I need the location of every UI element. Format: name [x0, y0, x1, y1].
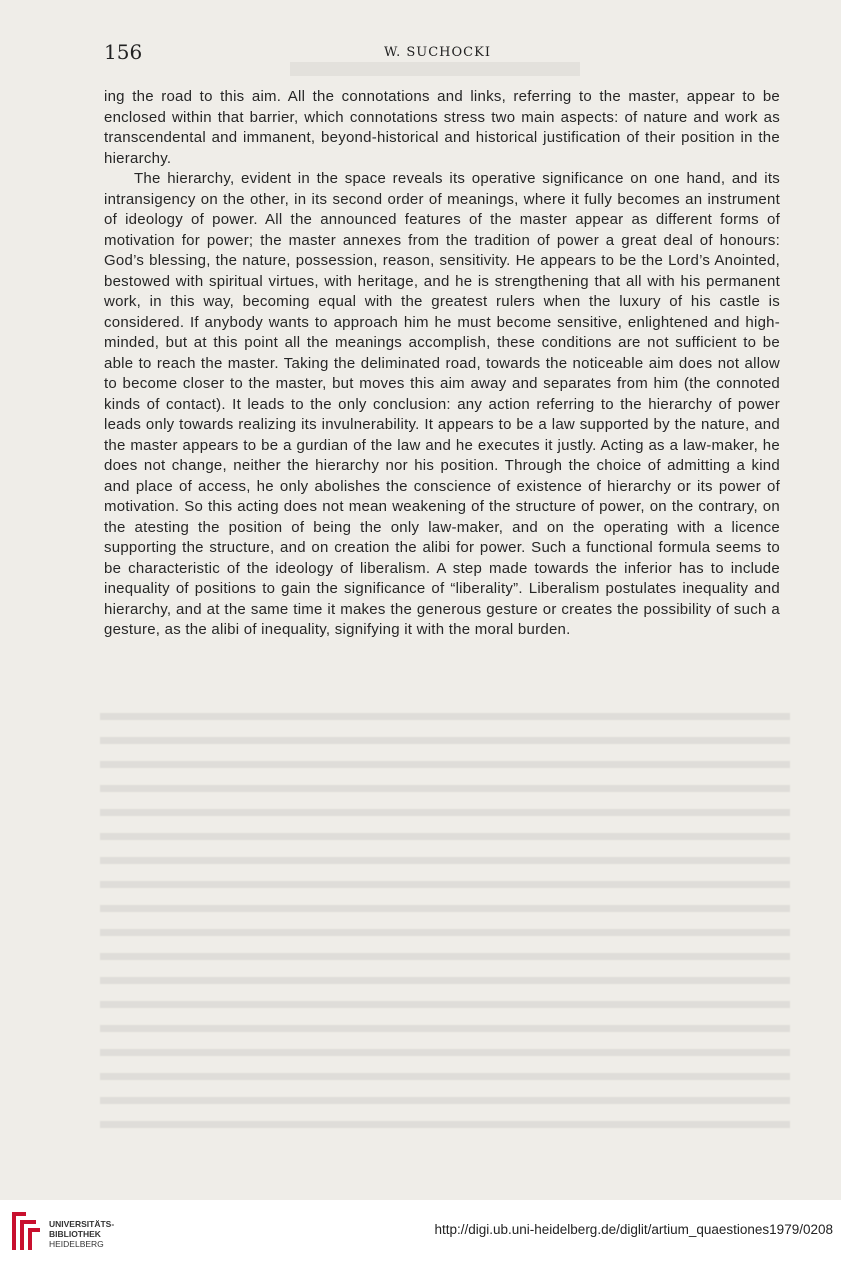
- library-logo-icon: [6, 1210, 42, 1254]
- library-name: [49, 1219, 114, 1249]
- show-through-text: [100, 700, 790, 1130]
- paragraph-1: ing the road to this aim. All the connotations and links, referring to the master, appear to be enclosed within that barrier, which connotations stress two main aspects: of nature and work as transcendental and immanent, beyond-historical and historical justification of their position in the hierarchy.: [104, 88, 780, 167]
- digitization-footer: [0, 1200, 841, 1263]
- body-text: [104, 87, 780, 641]
- paragraph-2: The hierarchy, evident in the space reveals its operative significance on one hand, and its intransigency on the other, in its second order of meanings, where it fully becomes an instrument of ideology of power. All the announced features of the master appear as different forms of motivation for power; the master annexes from the tradition of power a great deal of honours: God’s blessing, the nature, possession, reason, sensitivity. He appears to be the Lord’s Anointed, bestowed with spiritual virtues, with heritage, and he is strengthening that all with his permanent work, in this way, becoming equal with the greatest rulers when the luxury of his castle is considered. If anybody wants to approach him he must become sensitive, enlightened and high-minded, but at this point all the meanings accomplish, these conditions are not sufficient to be able to reach the master. Taking the deliminated road, towards the noticeable aim does not allow to become closer to the master, but moves this aim away and separates from him (the connoted kinds of contact). It leads to the only conclusion: any action referring to the hierarchy of power leads only towards realizing its invulnerability. It appears to be a law supported by the nature, and the master appears to be a gurdian of the law and he executes it justly. Acting as a law-maker, he does not change, neither the hierarchy nor his position. Through the choice of admitting a kind and place of access, he only abolishes the conscience of existence of hierarchy or its power of motivation. So this acting does not mean weakening of the structure of power, on the contrary, on the atesting the position of being the only law-maker, and on the operating with a licence supporting the structure, and on creation the alibi for power. Such a functional formula seems to be characteristic of the ideology of liberalism. A step made towards the inferior has to include inequality of positions to gain the significance of “liberality”. Liberalism postulates inequality and hierarchy, and at the same time it makes the generous gesture or creates the possibility of such a gesture, as the alibi of inequality, signifying it with the moral burden.: [104, 170, 780, 638]
- library-name-line-1: UNIVERSITÄTS-: [49, 1219, 115, 1229]
- running-head: W. SUCHOCKI: [384, 45, 491, 60]
- page-number: 156: [104, 40, 143, 64]
- page-header: [104, 40, 780, 70]
- library-name-line-3: HEIDELBERG: [49, 1239, 104, 1249]
- source-url: http://digi.ub.uni-heidelberg.de/diglit/artium_quaestiones1979/0208: [434, 1222, 833, 1237]
- library-name-line-2: BIBLIOTHEK: [49, 1229, 101, 1239]
